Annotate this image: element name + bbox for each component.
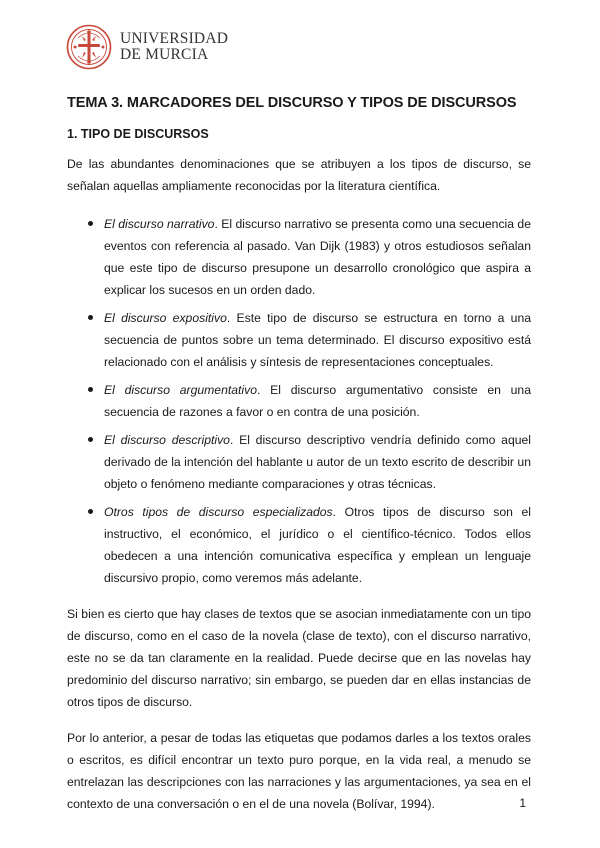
list-item [104, 501, 531, 589]
page-number: 1 [519, 796, 526, 810]
university-name-line2: DE MURCIA [120, 46, 209, 63]
list-item-lead: El discurso argumentativo [104, 383, 257, 397]
document-body [67, 93, 531, 815]
list-item [104, 379, 531, 423]
discourse-types-list [67, 213, 531, 589]
list-item-lead: El discurso narrativo [104, 217, 215, 231]
intro-paragraph: De las abundantes denominaciones que se atribuyen a los tipos de discurso, se señalan aquellas ampliamente reconocidas por la literatura científica. [67, 157, 531, 193]
document-title: TEMA 3. MARCADORES DEL DISCURSO Y TIPOS DE DISCURSOS [67, 95, 517, 111]
list-item-lead: El discurso expositivo [104, 311, 227, 325]
body-paragraph-3: Por lo anterior, a pesar de todas las etiquetas que podamos darles a los textos orales o escritos, es difícil encontrar un texto puro porque, en la vida real, a menudo se entrelazan las descripciones con las narraciones y las argumentaciones, ya sea en el contexto de una conversación o en el de una novela (Bolívar, 1994). [67, 731, 531, 811]
list-item-lead: El discurso descriptivo [104, 433, 230, 447]
list-item-text: . El discurso descriptivo vendría definido como aquel derivado de la intención del hablante u autor de un texto escrito de describir un objeto o fenómeno mediante comparaciones y otras técnicas. [104, 433, 531, 491]
body-paragraph-2: Si bien es cierto que hay clases de textos que se asocian inmediatamente con un tipo de discurso, como en el caso de la novela (clase de texto), con el discurso narrativo, este no se da tan claramente en la realidad. Puede decirse que en las novelas hay predominio del discurso narrativo; sin embargo, se pueden dar en ellas instancias de otros tipos de discurso. [67, 607, 531, 709]
list-item [104, 307, 531, 373]
list-item-text: . Este tipo de discurso se estructura en torno a una secuencia de puntos sobre un tema determinado. El discurso expositivo está relacionado con el análisis y síntesis de representaciones conceptuales. [104, 311, 532, 369]
page-header [66, 24, 228, 70]
list-item [104, 213, 531, 301]
university-seal-icon [66, 24, 112, 70]
list-item-lead: Otros tipos de discurso especializados [104, 505, 333, 519]
university-name [120, 31, 228, 63]
list-item [104, 429, 531, 495]
list-item-text: . El discurso argumentativo consiste en una secuencia de razones a favor o en contra de una posición. [104, 383, 531, 419]
list-item-text: . Otros tipos de discurso son el instructivo, el económico, el jurídico o el científico-técnico. Todos ellos obedecen a una intención comunicativa específica y emplean un lenguaje discursivo propio, como veremos más adelante. [104, 505, 531, 585]
list-item-text: . El discurso narrativo se presenta como una secuencia de eventos con referencia al pasado. Van Dijk (1983) y otros estudiosos señalan que este tipo de discurso presupone un desarrollo cronológico que aspira a explicar los sucesos en un orden dado. [104, 217, 531, 297]
section-title: 1. TIPO DE DISCURSOS [67, 127, 209, 141]
university-name-line1: UNIVERSIDAD [120, 30, 229, 47]
